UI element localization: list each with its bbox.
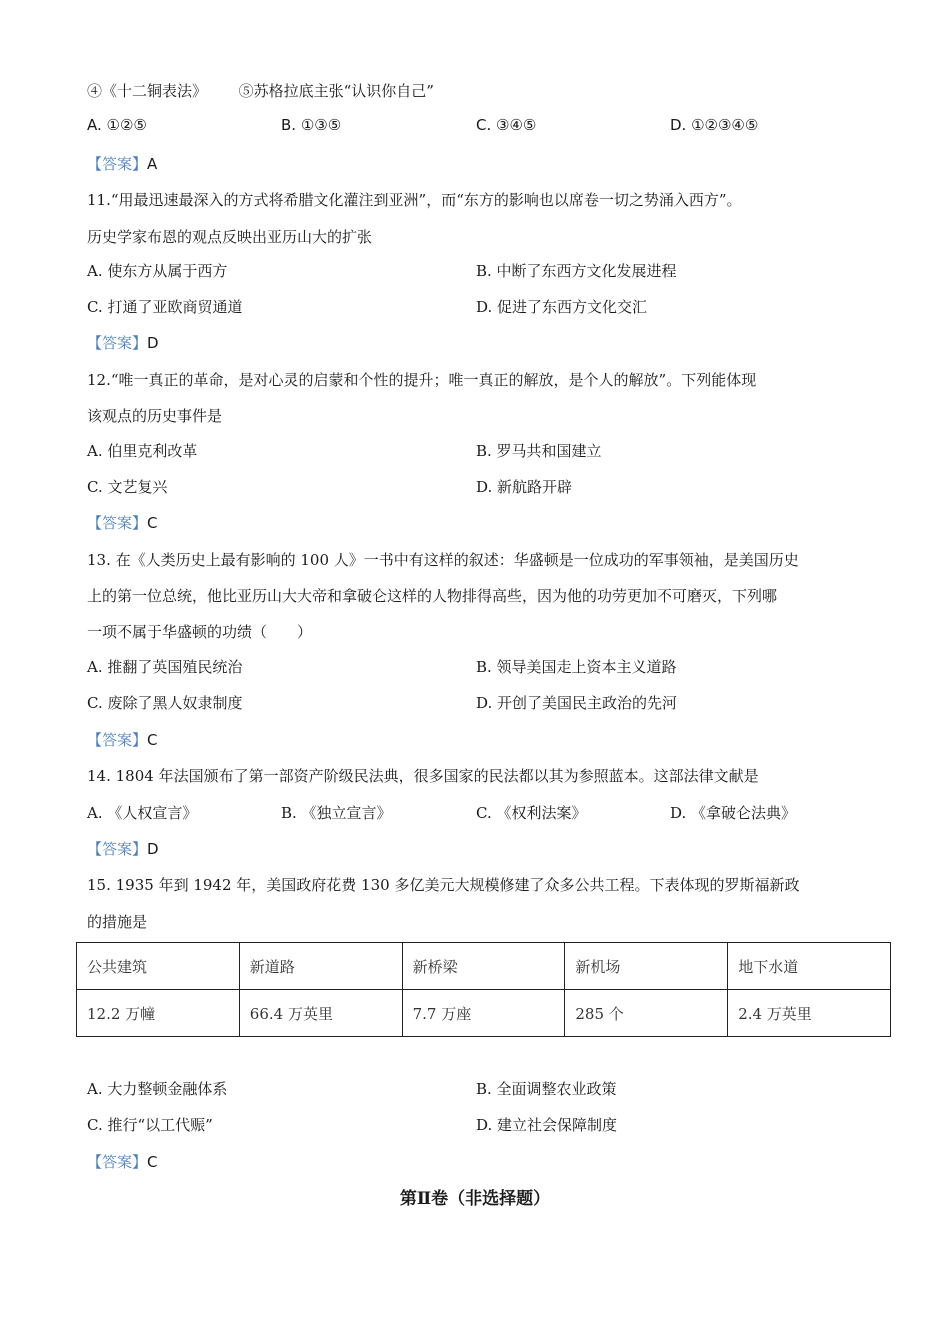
- q14-option-d: D. 《拿破仑法典》: [670, 804, 797, 822]
- table-header-cell: 地下水道: [728, 943, 891, 990]
- q11-answer-row: [87, 332, 159, 353]
- q13-option-c: C. 废除了黑人奴隶制度: [87, 694, 243, 712]
- q15-option-c: C. 推行“以工代赈”: [87, 1116, 213, 1134]
- q15-option-d: D. 建立社会保障制度: [476, 1116, 618, 1134]
- table-cell: 7.7 万座: [402, 990, 565, 1037]
- answer-value: C: [147, 1153, 158, 1171]
- q13-stem-line2: 上的第一位总统，他比亚历山大大帝和拿破仑这样的人物排得高些，因为他的功劳更加不可磨灭，下列哪: [87, 587, 778, 605]
- answer-value: D: [147, 334, 159, 352]
- answer-tag: 【答案】: [87, 334, 148, 352]
- q14-answer-row: [87, 838, 159, 859]
- q14-option-b: B. 《独立宣言》: [281, 804, 392, 822]
- table-row: [77, 990, 891, 1037]
- item-5: ⑤苏格拉底主张“认识你自己”: [238, 82, 434, 100]
- q11-option-a: A. 使东方从属于西方: [87, 262, 228, 280]
- table-header-cell: 新桥梁: [402, 943, 565, 990]
- q11-stem-line2: 历史学家布恩的观点反映出亚历山大的扩张: [87, 228, 373, 246]
- q13-stem-line1: 13. 在《人类历史上最有影响的 100 人》一书中有这样的叙述：华盛顿是一位成功的军事领袖，是美国历史: [87, 551, 799, 569]
- q11-option-b: B. 中断了东西方文化发展进程: [476, 262, 677, 280]
- q13-answer-row: [87, 729, 158, 750]
- option-c: C. ③④⑤: [476, 116, 537, 134]
- q11-stem-line1: 11.“用最迅速最深入的方式将希腊文化灌注到亚洲”，而“东方的影响也以席卷一切之势涌入西方”。: [87, 191, 742, 209]
- option-b: B. ①③⑤: [281, 116, 342, 134]
- q13-option-d: D. 开创了美国民主政治的先河: [476, 694, 678, 712]
- q12-option-c: C. 文艺复兴: [87, 478, 168, 496]
- section-title: 第Ⅱ卷（非选择题）: [399, 1189, 551, 1209]
- answer-tag: 【答案】: [87, 840, 148, 858]
- answer-value: C: [147, 514, 158, 532]
- q15-stem-line1: 15. 1935 年到 1942 年，美国政府花费 130 多亿美元大规模修建了众多公共工程。下表体现的罗斯福新政: [87, 876, 800, 894]
- table-header-cell: 公共建筑: [77, 943, 240, 990]
- answer-value: D: [147, 840, 159, 858]
- option-d: D. ①②③④⑤: [670, 116, 759, 134]
- q15-answer-row: [87, 1151, 158, 1172]
- q12-option-d: D. 新航路开辟: [476, 478, 573, 496]
- q12-option-b: B. 罗马共和国建立: [476, 442, 602, 460]
- q12-stem-line2: 该观点的历史事件是: [87, 407, 223, 425]
- q13-option-a: A. 推翻了英国殖民统治: [87, 658, 243, 676]
- q13-stem-line3: 一项不属于华盛顿的功绩（ ）: [87, 623, 313, 641]
- public-works-table: [76, 942, 891, 1037]
- q14-stem-line1: 14. 1804 年法国颁布了第一部资产阶级民法典，很多国家的民法都以其为参照蓝本。这部法律文献是: [87, 767, 759, 785]
- answer-tag: 【答案】: [87, 1153, 148, 1171]
- table-cell: 2.4 万英里: [728, 990, 891, 1037]
- answer-tag: 【答案】: [87, 514, 148, 532]
- q15-stem-line2: 的措施是: [87, 913, 148, 931]
- table-cell: 66.4 万英里: [239, 990, 402, 1037]
- answer-tag: 【答案】: [87, 731, 148, 749]
- carryover-items: [87, 80, 434, 101]
- table-cell: 12.2 万幢: [77, 990, 240, 1037]
- table-header-cell: 新机场: [565, 943, 728, 990]
- answer-value: A: [147, 155, 158, 173]
- q11-option-c: C. 打通了亚欧商贸通道: [87, 298, 243, 316]
- q11-option-d: D. 促进了东西方文化交汇: [476, 298, 648, 316]
- q15-option-b: B. 全面调整农业政策: [476, 1080, 617, 1098]
- q12-answer-row: [87, 512, 158, 533]
- answer-row: [87, 153, 157, 174]
- q12-option-a: A. 伯里克利改革: [87, 442, 198, 460]
- q15-option-a: A. 大力整顿金融体系: [87, 1080, 228, 1098]
- answer-tag: 【答案】: [87, 155, 148, 173]
- answer-value: C: [147, 731, 158, 749]
- q13-option-b: B. 领导美国走上资本主义道路: [476, 658, 677, 676]
- table-cell: 285 个: [565, 990, 728, 1037]
- table-header-cell: 新道路: [239, 943, 402, 990]
- q12-stem-line1: 12.“唯一真正的革命，是对心灵的启蒙和个性的提升；唯一真正的解放，是个人的解放”。下列能体现: [87, 371, 757, 389]
- item-4: ④《十二铜表法》: [87, 82, 208, 100]
- option-a: A. ①②⑤: [87, 116, 147, 134]
- q14-option-a: A. 《人权宣言》: [87, 804, 198, 822]
- q14-option-c: C. 《权利法案》: [476, 804, 587, 822]
- table-header-row: [77, 943, 891, 990]
